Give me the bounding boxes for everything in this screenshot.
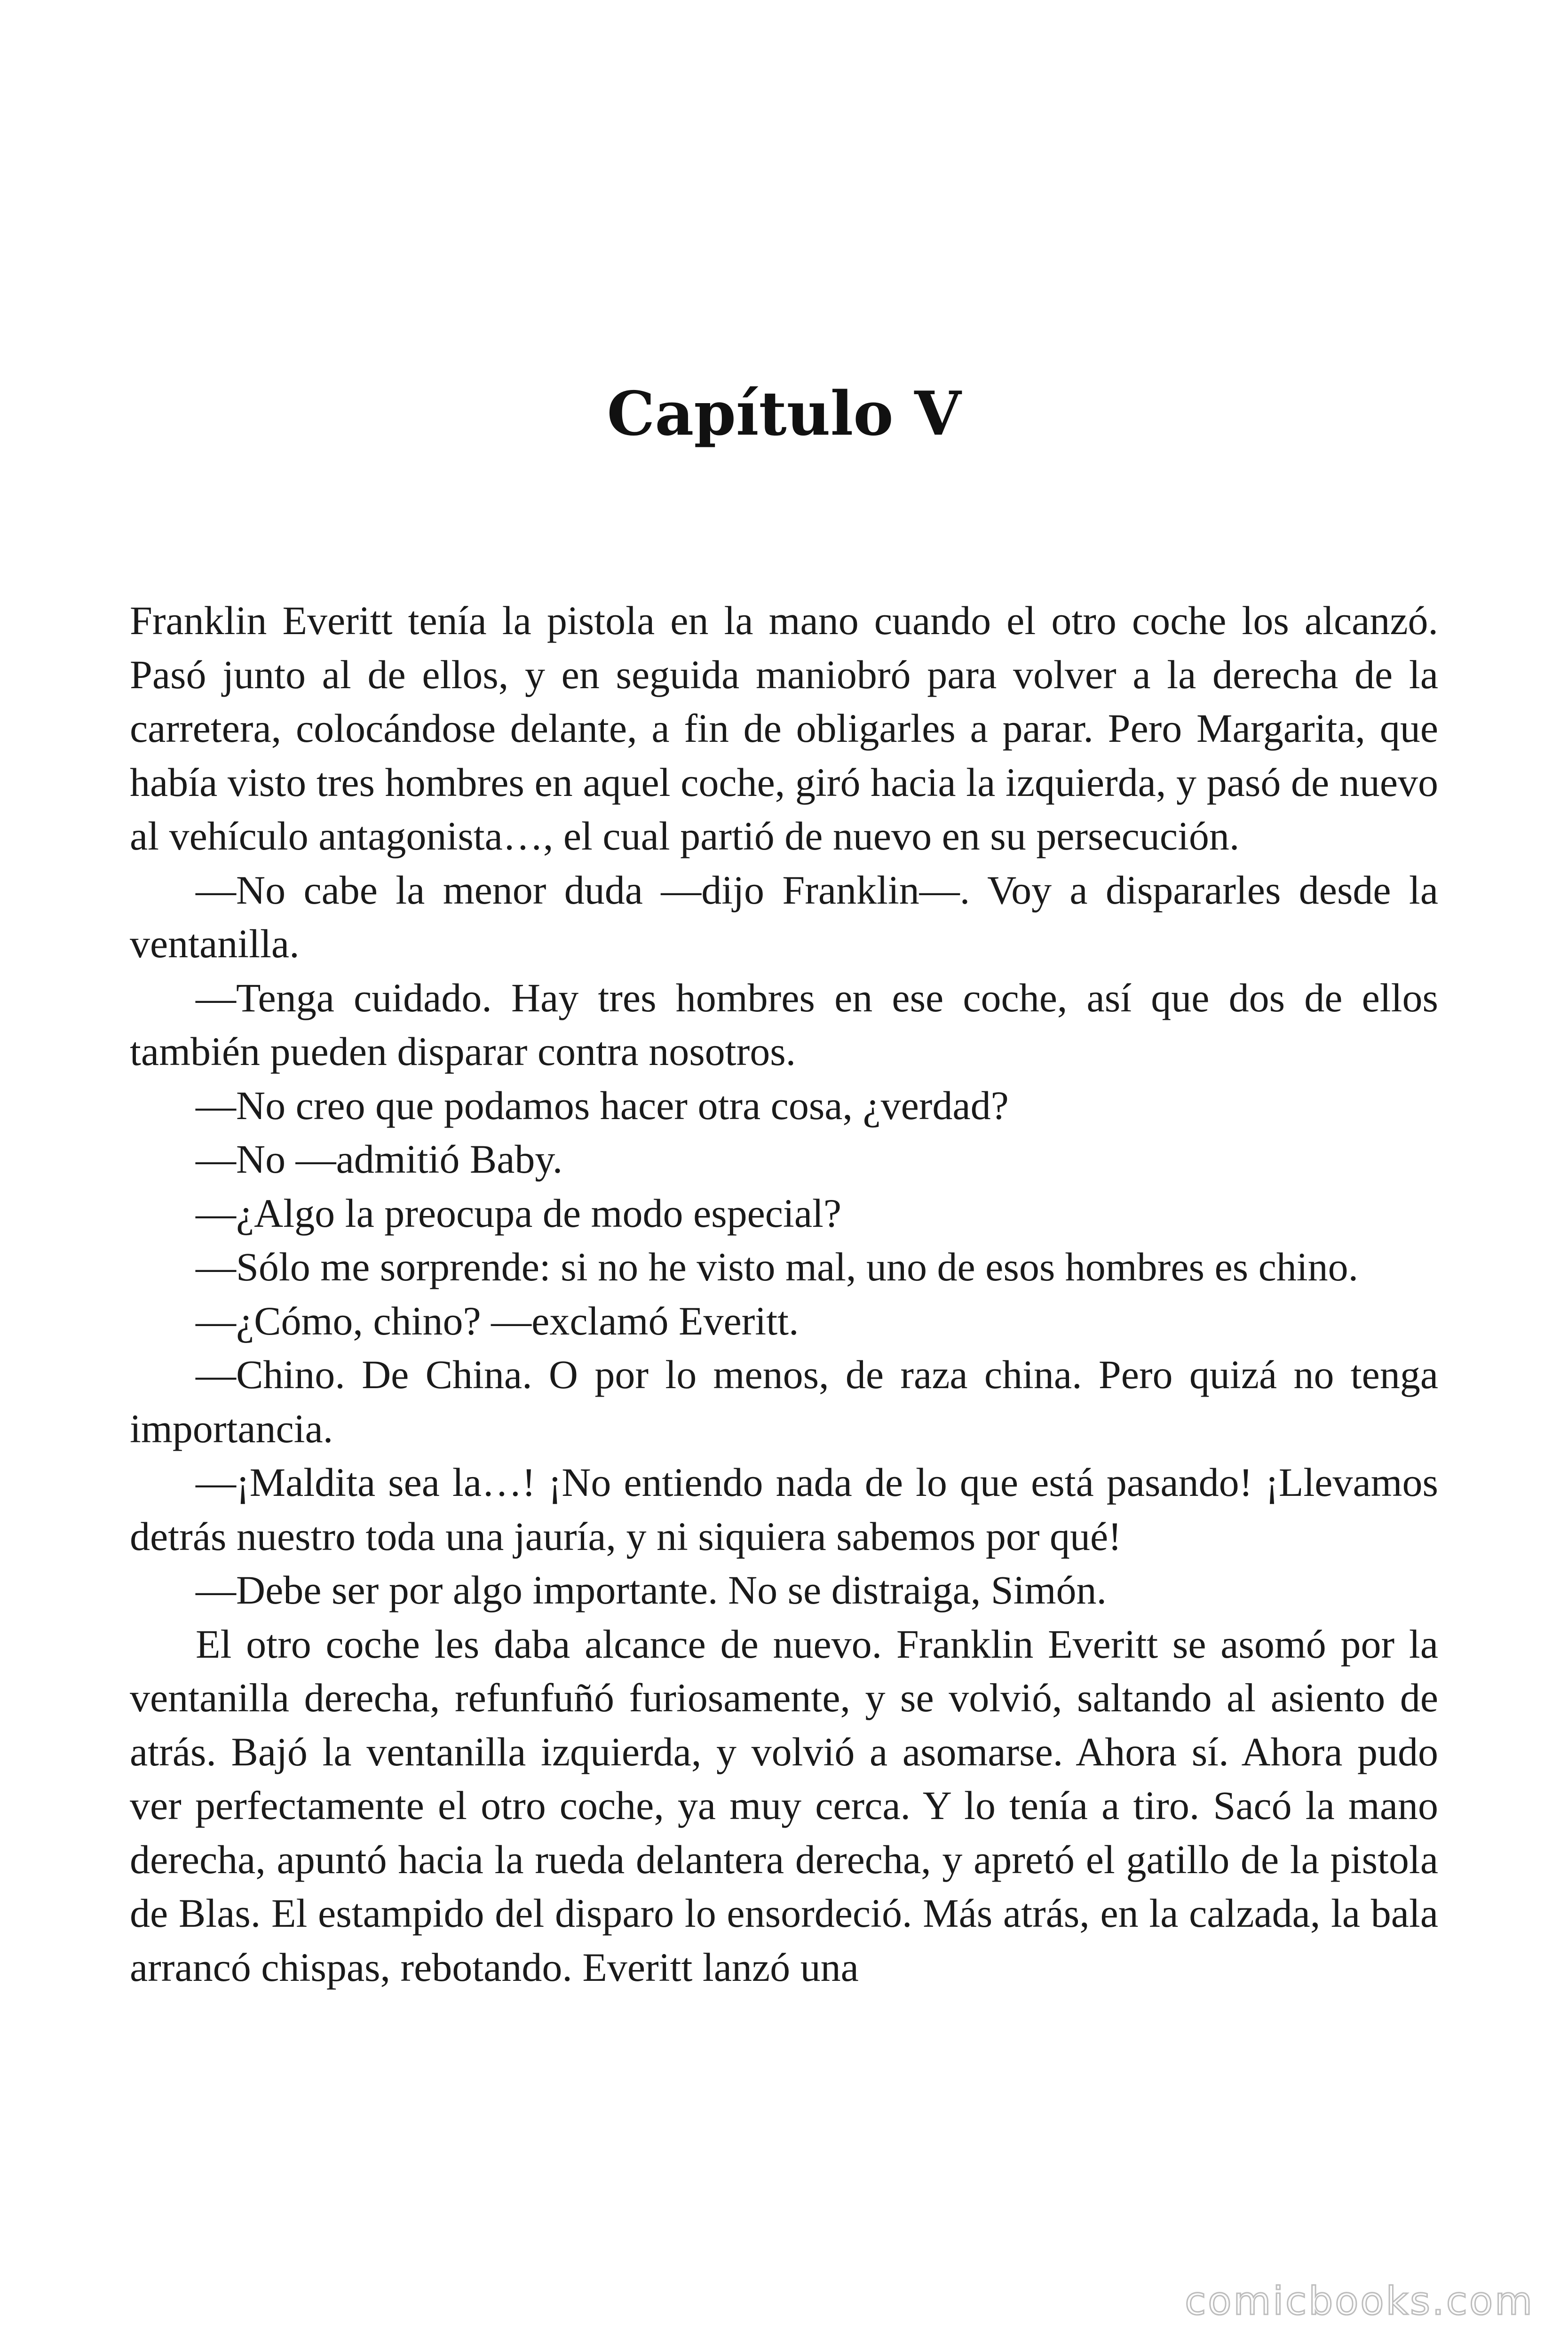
paragraph: —Debe ser por algo importante. No se distraiga, Simón. (196, 1567, 1107, 1613)
paragraph: —¡Maldita sea la…! ¡No entiendo nada de lo que está pasando! ¡Llevamos detrás nuestro toda una jauría, y ni siquiera sabemos por qué! (130, 1460, 1438, 1559)
paragraph: —Sólo me sorprende: si no he visto mal, uno de esos hombres es chino. (196, 1244, 1359, 1289)
paragraph: El otro coche les daba alcance de nuevo. Franklin Everitt se asomó por la ventanilla derecha, refunfuñó furiosamente, y se volvió, saltando al asiento de atrás. Bajó la ventanilla izquierda, y volvió a asomarse. Ahora sí. Ahora pudo ver perfectamente el otro coche, ya muy cerca. Y lo tenía a tiro. Sacó la mano derecha, apuntó hacia la rueda delantera derecha, y apretó el gatillo de la pistola de Blas. El estampido del disparo lo ensordeció. Más atrás, en la calzada, la bala arrancó chispas, rebotando. Everitt lanzó una (130, 1621, 1438, 1990)
paragraph: —¿Algo la preocupa de modo especial? (196, 1190, 842, 1236)
paragraph: Franklin Everitt tenía la pistola en la mano cuando el otro coche los alcanzó. Pasó junto al de ellos, y en seguida maniobró para volver a la derecha de la carretera, colocándose delante, a fin de obligarles a parar. Pero Margarita, que había visto tres hombres en aquel coche, giró hacia la izquierda, y pasó de nuevo al vehículo antagonista…, el cual partió de nuevo en su persecución. (130, 598, 1438, 858)
paragraph: —No —admitió Baby. (196, 1136, 563, 1182)
paragraph: —Chino. De China. O por lo menos, de raza china. Pero quizá no tenga importancia. (130, 1352, 1438, 1451)
chapter-title: Capítulo V (607, 379, 961, 449)
paragraph: —No creo que podamos hacer otra cosa, ¿verdad? (196, 1082, 1009, 1128)
paragraph: —¿Cómo, chino? —exclamó Everitt. (196, 1298, 799, 1343)
chapter-body (130, 594, 1438, 1994)
paragraph: —Tenga cuidado. Hay tres hombres en ese coche, así que dos de ellos también pueden disparar contra nosotros. (130, 975, 1438, 1074)
paragraph: —No cabe la menor duda —dijo Franklin—. Voy a dispararles desde la ventanilla. (130, 867, 1438, 966)
watermark-logo: comicbooks.com (1185, 2279, 1534, 2324)
